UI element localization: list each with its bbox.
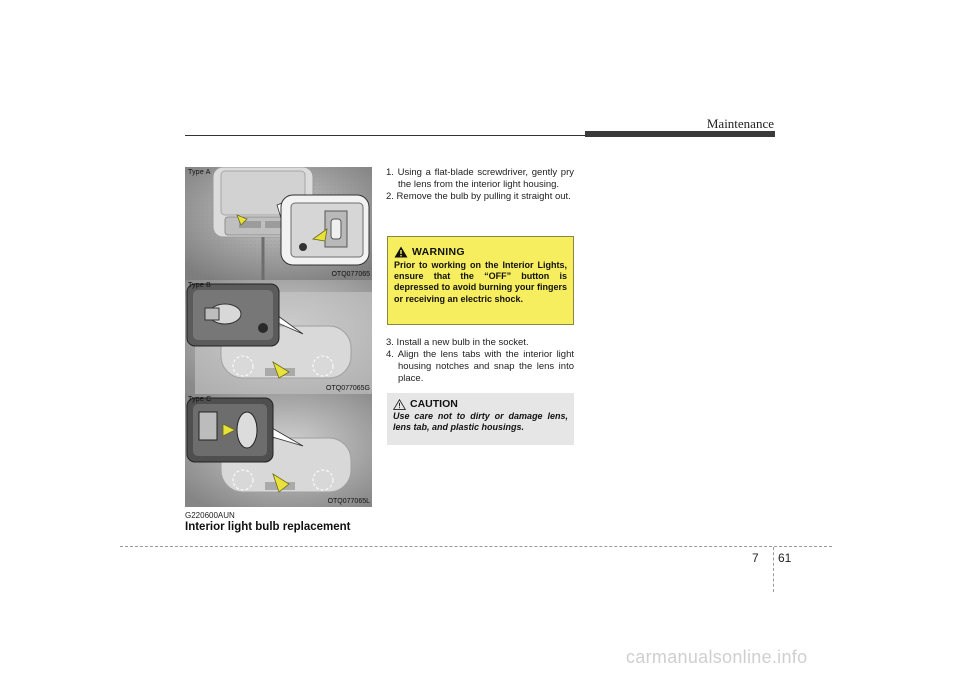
header-rule-accent xyxy=(585,131,775,137)
figure-type-label: Type A xyxy=(188,169,211,176)
figure-type-label: Type B xyxy=(188,282,211,289)
steps-list-second xyxy=(386,337,574,385)
warning-title: WARNING xyxy=(412,246,465,258)
watermark: carmanualsonline.info xyxy=(626,647,808,667)
steps-list-first xyxy=(386,167,574,203)
warning-triangle-icon xyxy=(394,246,408,258)
figure-code: OTQ077065L xyxy=(327,498,370,505)
footer-rule xyxy=(120,546,832,547)
figure-code: OTQ077065 xyxy=(331,271,370,278)
chapter-number: 7 xyxy=(752,551,759,565)
footer-divider xyxy=(773,547,774,592)
warning-text: Prior to working on the Interior Lights, ensure that the “OFF” button is depressed to avoid burning your fingers or receiving an electric shock. xyxy=(394,260,567,304)
step-item: 3. Install a new bulb in the socket. xyxy=(386,337,529,348)
figure-type-a-illustration xyxy=(185,167,372,280)
figure-type-c-illustration xyxy=(185,394,372,507)
figure-type-a xyxy=(185,167,372,281)
page-number: 61 xyxy=(778,551,792,565)
warning-box xyxy=(387,236,574,325)
step-item: 4. Align the lens tabs with the interior light housing notches and snap the lens into place. xyxy=(386,349,574,384)
section-title: Maintenance xyxy=(706,116,774,131)
step-item: 2. Remove the bulb by pulling it straight out. xyxy=(386,191,571,202)
caution-triangle-icon xyxy=(393,399,406,410)
document-code: G220600AUN xyxy=(185,511,235,520)
step-item: 1. Using a flat-blade screwdriver, gently pry the lens from the interior light housing. xyxy=(386,167,574,190)
figure-code: OTQ077065G xyxy=(326,385,370,392)
figure-type-b-illustration xyxy=(185,280,372,394)
caution-text: Use care not to dirty or damage lens, lens tab, and plastic housings. xyxy=(393,411,568,433)
figure-type-c xyxy=(185,394,372,508)
figure-type-label: Type C xyxy=(188,396,212,403)
caution-title: CAUTION xyxy=(410,398,458,410)
caution-box xyxy=(387,393,574,445)
figure-type-b xyxy=(185,280,372,395)
section-heading: Interior light bulb replacement xyxy=(185,521,351,533)
